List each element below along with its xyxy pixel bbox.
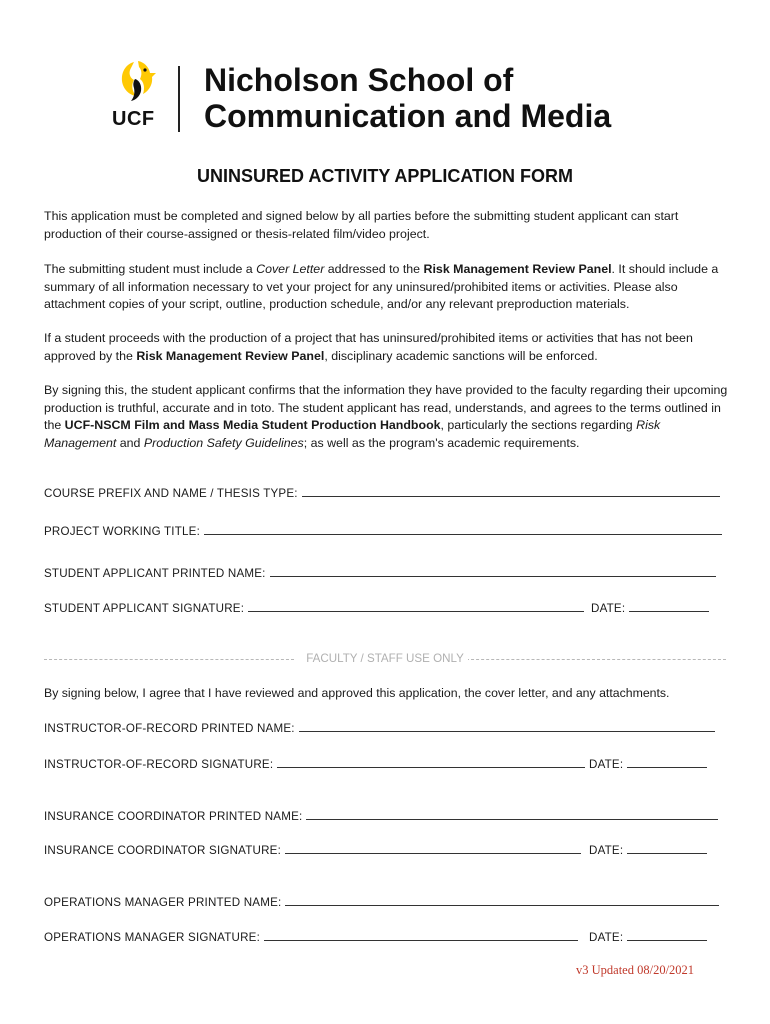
insurance-signature-label: INSURANCE COORDINATOR SIGNATURE: (44, 844, 282, 857)
operations-signature-label: OPERATIONS MANAGER SIGNATURE: (44, 931, 261, 944)
student-signature-label: STUDENT APPLICANT SIGNATURE: (44, 602, 245, 615)
instructor-date-label: DATE: (589, 758, 624, 771)
student-printed-name-label: STUDENT APPLICANT PRINTED NAME: (44, 567, 266, 580)
insurance-printed-name-label: INSURANCE COORDINATOR PRINTED NAME: (44, 810, 303, 823)
student-signature-field (44, 600, 584, 615)
intro-paragraph-2: The submitting student must include a Cover Letter addressed to the Risk Management Review Panel. It should include a summary of all information necessary to vet your project for any uninsured/prohibited items or activities. Please also attachment copies of your script, outline, production schedule, and/or any relevant preproduction materials. (44, 262, 719, 312)
project-title-input-line[interactable] (204, 523, 722, 535)
school-name-line2: Communication and Media (204, 98, 612, 134)
operations-signature-input-line[interactable] (264, 929, 578, 941)
course-input-line[interactable] (302, 485, 720, 497)
ucf-wordmark: UCF (112, 108, 155, 130)
insurance-date-field (589, 842, 707, 857)
instructor-signature-field (44, 756, 585, 771)
insurance-signature-field (44, 842, 581, 857)
school-name (204, 62, 611, 134)
operations-signature-field (44, 929, 578, 944)
faculty-statement: By signing below, I agree that I have reviewed and approved this application, the cover letter, and any attachments. (44, 686, 670, 700)
insurance-date-label: DATE: (589, 844, 624, 857)
faculty-staff-separator (44, 652, 726, 666)
course-label: COURSE PREFIX AND NAME / THESIS TYPE: (44, 487, 298, 500)
student-date-label: DATE: (591, 602, 626, 615)
instructor-date-input-line[interactable] (627, 756, 707, 768)
project-title-field (44, 523, 722, 538)
instructor-signature-label: INSTRUCTOR-OF-RECORD SIGNATURE: (44, 758, 274, 771)
student-signature-input-line[interactable] (248, 600, 584, 612)
insurance-printed-name-input-line[interactable] (306, 808, 718, 820)
operations-date-label: DATE: (589, 931, 624, 944)
intro-paragraph-3: If a student proceeds with the production of a project that has uninsured/prohibited items or activities that has not been approved by the Risk Management Review Panel, disciplinary academic sanctions will be enforced. (44, 331, 693, 363)
form-title: UNINSURED ACTIVITY APPLICATION FORM (196, 166, 573, 186)
student-printed-name-input-line[interactable] (270, 565, 716, 577)
instructor-signature-input-line[interactable] (277, 756, 585, 768)
operations-printed-name-label: OPERATIONS MANAGER PRINTED NAME: (44, 896, 282, 909)
student-printed-name-field (44, 565, 716, 580)
operations-printed-name-input-line[interactable] (285, 894, 719, 906)
insurance-printed-name-field (44, 808, 718, 823)
instructor-date-field (589, 756, 707, 771)
intro-paragraph-4: By signing this, the student applicant confirms that the information they have provided to the faculty regarding their upcoming production is truthful, accurate and in toto. The student applicant has read, understands, and agrees to the terms outlined in the UCF-NSCM Film and Mass Media Student Production Handbook, particularly the sections regarding Risk Management and Production Safety Guidelines; as well as the program's academic requirements. (44, 383, 728, 450)
instructor-printed-name-label: INSTRUCTOR-OF-RECORD PRINTED NAME: (44, 722, 295, 735)
operations-printed-name-field (44, 894, 719, 909)
insurance-signature-input-line[interactable] (285, 842, 581, 854)
student-date-input-line[interactable] (629, 600, 709, 612)
intro-paragraph-1: This application must be completed and signed below by all parties before the submitting student applicant can start production of their course-assigned or thesis-related film/video project. (44, 209, 679, 241)
course-field (44, 485, 720, 500)
version-note: v3 Updated 08/20/2021 (576, 963, 695, 977)
project-title-label: PROJECT WORKING TITLE: (44, 525, 200, 538)
header-divider (178, 66, 180, 132)
operations-date-field (589, 929, 707, 944)
operations-date-input-line[interactable] (627, 929, 707, 941)
header (112, 58, 672, 138)
instructor-printed-name-field (44, 720, 715, 735)
student-date-field (591, 600, 709, 615)
school-name-line1: Nicholson School of (204, 62, 514, 98)
separator-label: FACULTY / STAFF USE ONLY (302, 652, 468, 665)
instructor-printed-name-input-line[interactable] (299, 720, 715, 732)
insurance-date-input-line[interactable] (627, 842, 707, 854)
